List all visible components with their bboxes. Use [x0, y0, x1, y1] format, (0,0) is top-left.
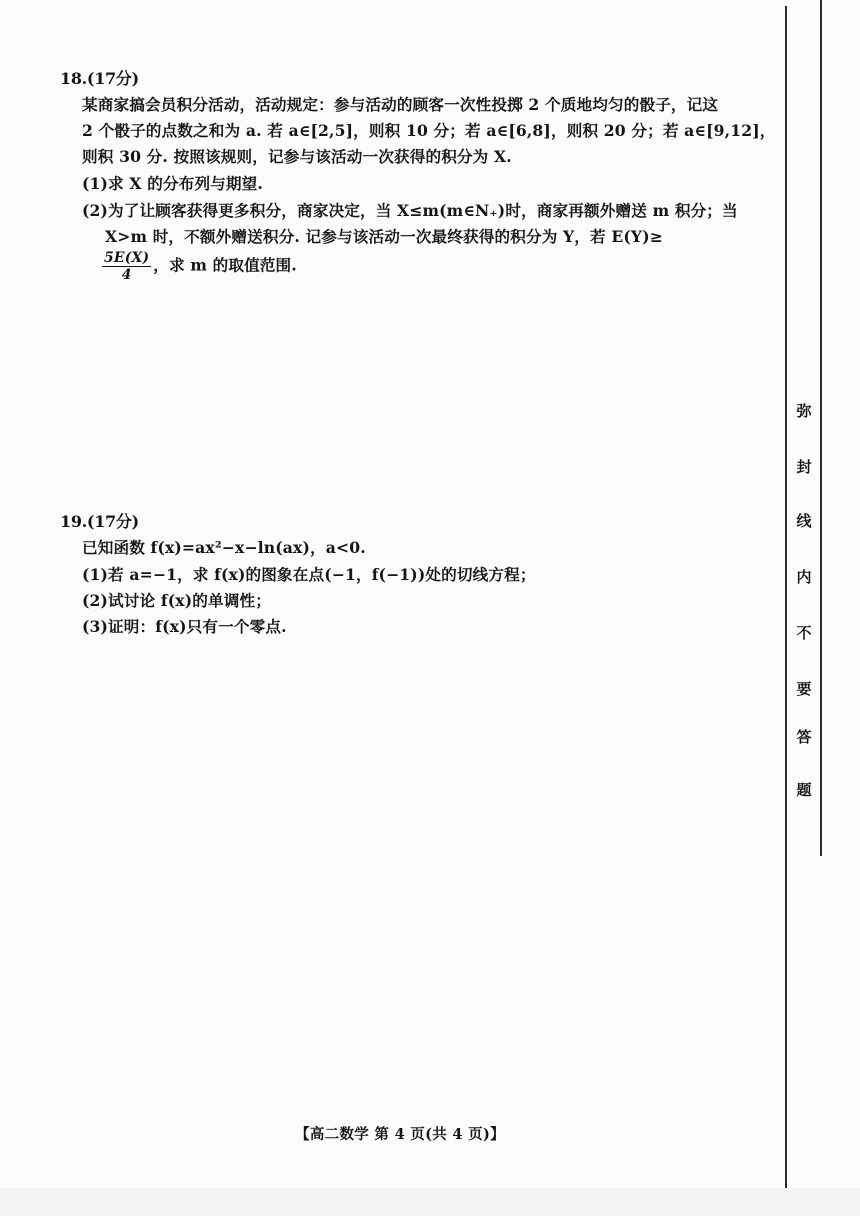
seal-char: 线 [796, 512, 812, 530]
question-18-part-2-line-3 [102, 250, 297, 283]
page-footer [0, 1123, 860, 1144]
seal-char: 弥 [796, 402, 812, 420]
question-18-number: 18.(17分) [60, 69, 139, 88]
page-footer-text: 【高二数学 第 4 页(共 4 页)】 [295, 1126, 505, 1143]
fraction-denominator: 4 [121, 267, 132, 283]
fraction-5ex-over-4 [102, 250, 151, 283]
question-19-part-3: (3)证明：f(x)只有一个零点. [82, 617, 287, 636]
question-18-line-1: 某商家搞会员积分活动，活动规定：参与活动的顾客一次性投掷 2 个质地均匀的骰子，记这 [82, 95, 719, 114]
seal-char: 不 [796, 624, 812, 642]
scan-bottom-band [0, 1188, 860, 1216]
question-19-part-2: (2)试讨论 f(x)的单调性； [82, 591, 271, 610]
question-18-part-1: (1)求 X 的分布列与期望. [82, 174, 263, 193]
seal-char: 内 [796, 568, 812, 586]
question-18-line-2: 2 个骰子的点数之和为 a. 若 a∈[2,5]，则积 10 分；若 a∈[6,8]，则积 20 分；若 a∈[9,12]， [82, 121, 776, 140]
fraction-numerator: 5E(X) [104, 250, 150, 266]
question-19-part-1: (1)若 a=−1，求 f(x)的图象在点(−1，f(−1))处的切线方程； [82, 565, 536, 584]
seal-border-right [820, 0, 822, 856]
seal-char: 要 [796, 680, 812, 698]
seal-char: 答 [796, 728, 812, 746]
seal-char: 题 [796, 781, 812, 799]
question-18-part-2-line-2: X>m 时，不额外赠送积分. 记参与该活动一次最终获得的积分为 Y，若 E(Y)≥ [105, 227, 663, 246]
question-18-part-2-tail: ，求 m 的取值范围. [153, 255, 297, 275]
question-18-part-2-line-1: (2)为了让顾客获得更多积分，商家决定，当 X≤m(m∈N₊)时，商家再额外赠送 m 积分；当 [82, 201, 738, 220]
question-19-line-1: 已知函数 f(x)=ax²−x−ln(ax)，a<0. [82, 538, 366, 557]
question-19-number: 19.(17分) [60, 512, 139, 531]
question-18-line-3: 则积 30 分. 按照该规则，记参与该活动一次获得的积分为 X. [82, 147, 512, 166]
seal-char: 封 [796, 458, 812, 476]
seal-border-left [785, 6, 787, 1196]
